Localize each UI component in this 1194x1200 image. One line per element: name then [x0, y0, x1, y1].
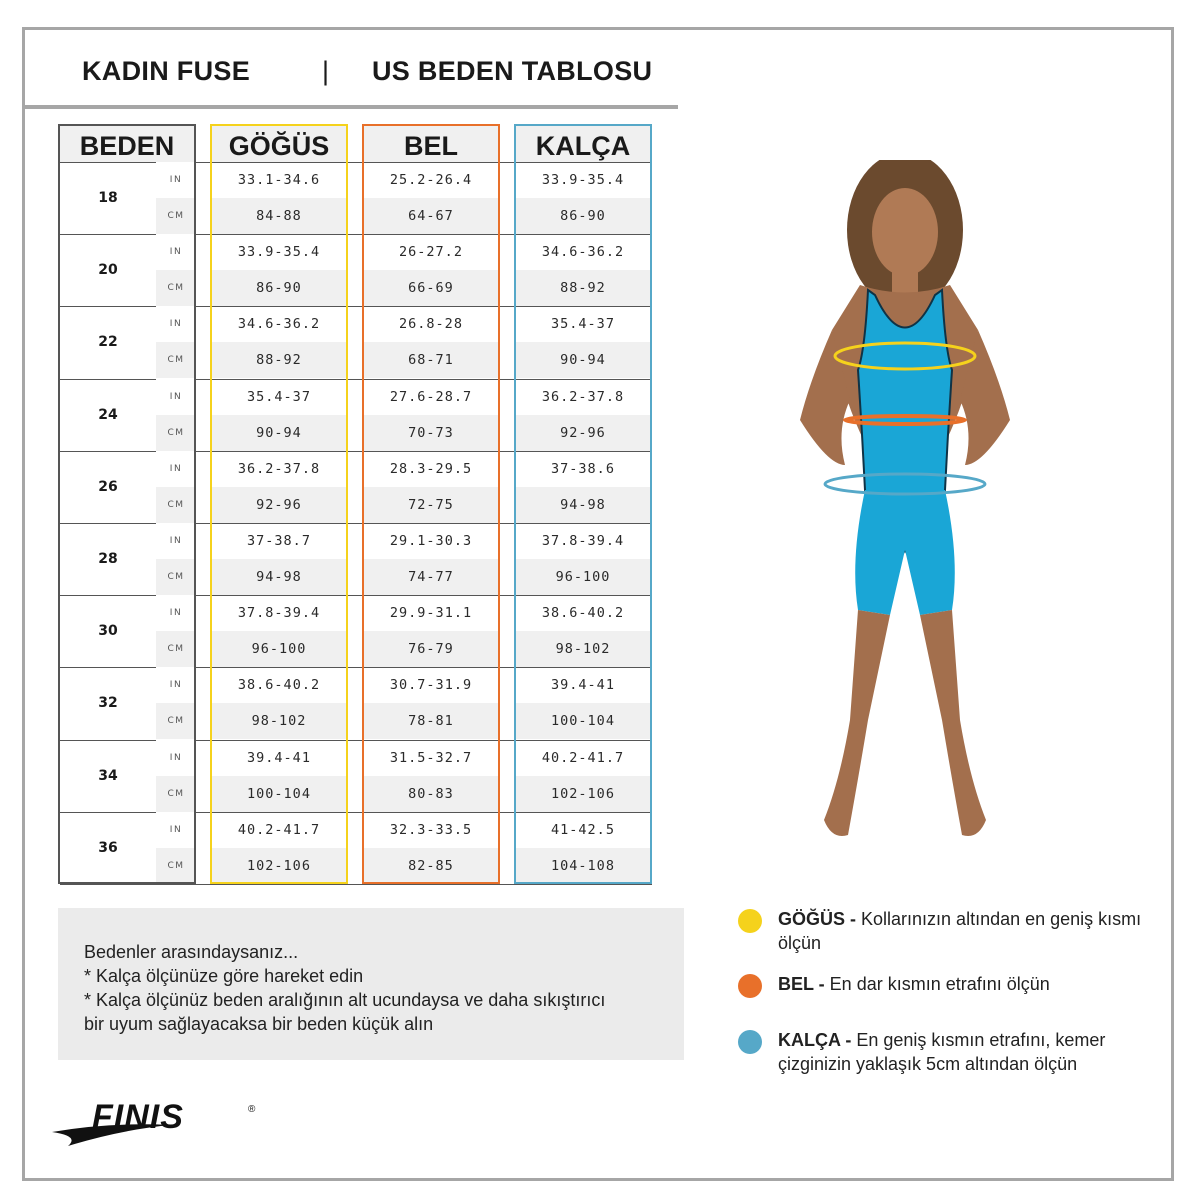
header-product: KADIN FUSE [82, 56, 251, 86]
sizing-note [58, 908, 684, 1060]
legend-term: GÖĞÜS - [778, 909, 857, 929]
size-value: 26 [98, 478, 118, 495]
measurement-cell: 33.9-35.4 [541, 172, 625, 188]
unit-label-cm: CM [156, 559, 196, 595]
model-illustration [740, 160, 1070, 870]
measurement-cell: 30.7-31.9 [389, 677, 473, 694]
column-border-bel [362, 124, 500, 884]
finis-logo [50, 1092, 270, 1152]
unit-label-cm: CM [156, 415, 196, 451]
logo-text: FINIS [92, 1098, 184, 1136]
measurement-cell: 86-90 [516, 198, 650, 234]
size-column-border [58, 124, 196, 884]
unit-label-in: IN [156, 740, 196, 776]
column-header-waist: BEL [364, 126, 498, 162]
measurement-cell: 96-100 [212, 631, 346, 667]
legend-dot-icon [738, 1030, 762, 1054]
legend-item [778, 972, 1158, 996]
measurement-cell: 70-73 [364, 415, 498, 451]
measurement-cell: 80-83 [364, 776, 498, 812]
measurement-cell: 36.2-37.8 [541, 388, 625, 405]
unit-label-in: IN [156, 306, 196, 342]
size-value: 36 [98, 839, 118, 856]
column-border-kalca [514, 124, 652, 884]
column-header-size: BEDEN [60, 126, 194, 162]
measurement-cell: 98-102 [212, 703, 346, 739]
measurement-cell: 98-102 [516, 631, 650, 667]
size-value: 32 [98, 695, 118, 712]
measurement-cell: 27.6-28.7 [389, 388, 473, 405]
unit-label-cm: CM [156, 848, 196, 884]
measurement-cell: 29.9-31.1 [389, 605, 473, 622]
measurement-cell: 94-98 [212, 559, 346, 595]
column-header-hip: KALÇA [516, 126, 650, 162]
measurement-cell: 40.2-41.7 [237, 821, 321, 838]
measurement-cell: 100-104 [212, 776, 346, 812]
measurement-cell: 28.3-29.5 [389, 460, 473, 477]
legend-dot-icon [738, 974, 762, 998]
measurement-cell: 86-90 [212, 270, 346, 306]
measurement-cell: 102-106 [516, 776, 650, 812]
measurement-cell: 26-27.2 [399, 244, 463, 261]
measurement-cell: 39.4-41 [551, 677, 615, 694]
table-bottom-rule [60, 884, 652, 885]
measurement-cell: 37.8-39.4 [541, 533, 625, 549]
unit-label-in: IN [156, 451, 196, 487]
note-line: * Kalça ölçünüze göre hareket edin [84, 966, 364, 986]
measurement-cell: 90-94 [516, 342, 650, 378]
measurement-cell: 31.5-32.7 [389, 749, 473, 766]
measurement-cell: 94-98 [516, 487, 650, 523]
unit-label-in: IN [156, 595, 196, 631]
unit-label-in: IN [156, 523, 196, 559]
unit-label-cm: CM [156, 487, 196, 523]
unit-label-cm: CM [156, 198, 196, 234]
unit-label-cm: CM [156, 776, 196, 812]
measurement-cell: 68-71 [364, 342, 498, 378]
measurement-cell: 84-88 [212, 198, 346, 234]
note-line: * Kalça ölçünüz beden aralığının alt ucundaysa ve daha sıkıştırıcı [84, 990, 606, 1010]
header-separator: | [322, 56, 330, 86]
size-value: 22 [98, 334, 118, 351]
measurement-cell: 37.8-39.4 [237, 605, 321, 622]
measurement-cell: 88-92 [212, 342, 346, 378]
measurement-cell: 32.3-33.5 [389, 821, 473, 838]
measurement-cell: 38.6-40.2 [237, 677, 321, 694]
unit-label-in: IN [156, 162, 196, 198]
header-title: US BEDEN TABLOSU [372, 56, 653, 86]
measurement-cell: 76-79 [364, 631, 498, 667]
legend-term: KALÇA - [778, 1030, 852, 1050]
measurement-cell: 78-81 [364, 703, 498, 739]
size-value: 30 [98, 623, 118, 640]
unit-label-in: IN [156, 379, 196, 415]
legend-term: BEL - [778, 974, 825, 994]
unit-label-in: IN [156, 234, 196, 270]
note-line: Bedenler arasındaysanız... [84, 942, 299, 962]
measurement-cell: 36.2-37.8 [237, 460, 321, 477]
measurement-cell: 35.4-37 [551, 316, 615, 333]
note-line: bir uyum sağlayacaksa bir beden küçük alın [84, 1014, 434, 1034]
measurement-cell: 34.6-36.2 [541, 244, 625, 261]
measurement-cell: 100-104 [516, 703, 650, 739]
size-value: 24 [98, 406, 118, 423]
measurement-cell: 74-77 [364, 559, 498, 595]
column-header-chest: GÖĞÜS [212, 126, 346, 162]
measurement-cell: 92-96 [516, 415, 650, 451]
measurement-cell: 104-108 [516, 848, 650, 884]
measurement-cell: 26.8-28 [399, 316, 463, 333]
unit-label-in: IN [156, 667, 196, 703]
logo-mark: ® [248, 1104, 256, 1115]
measurement-cell: 29.1-30.3 [389, 533, 473, 549]
measurement-cell: 96-100 [516, 559, 650, 595]
measurement-cell: 72-75 [364, 487, 498, 523]
unit-label-cm: CM [156, 342, 196, 378]
measurement-cell: 34.6-36.2 [237, 316, 321, 333]
unit-label-cm: CM [156, 631, 196, 667]
column-border-gogus [210, 124, 348, 884]
size-value: 28 [98, 551, 118, 567]
measurement-cell: 37-38.7 [247, 533, 311, 549]
measurement-cell: 88-92 [516, 270, 650, 306]
header-divider [22, 105, 678, 109]
measurement-cell: 40.2-41.7 [541, 749, 625, 766]
legend-description: En geniş kısmın etrafını, kemer çizginizin yaklaşık 5cm altından ölçün [778, 1030, 1106, 1074]
measurement-cell: 82-85 [364, 848, 498, 884]
unit-label-cm: CM [156, 270, 196, 306]
measurement-cell: 35.4-37 [247, 388, 311, 405]
unit-label-cm: CM [156, 703, 196, 739]
size-value: 18 [98, 190, 118, 206]
legend-description: Kollarınızın altından en geniş kısmı ölçün [778, 909, 1142, 953]
measurement-cell: 37-38.6 [551, 460, 615, 477]
measurement-cell: 41-42.5 [551, 821, 615, 838]
unit-label-in: IN [156, 812, 196, 848]
legend-item [778, 907, 1158, 955]
legend-dot-icon [738, 909, 762, 933]
measurement-cell: 90-94 [212, 415, 346, 451]
measurement-cell: 33.9-35.4 [237, 244, 321, 261]
measurement-cell: 39.4-41 [247, 749, 311, 766]
measurement-cell: 102-106 [212, 848, 346, 884]
size-value: 20 [98, 262, 118, 279]
measurement-cell: 25.2-26.4 [389, 172, 473, 188]
measurement-cell: 92-96 [212, 487, 346, 523]
legend-item [778, 1028, 1158, 1076]
measurement-cell: 64-67 [364, 198, 498, 234]
measurement-cell: 38.6-40.2 [541, 605, 625, 622]
measurement-cell: 33.1-34.6 [237, 172, 321, 188]
size-value: 34 [98, 767, 118, 784]
legend-description: En dar kısmın etrafını ölçün [824, 974, 1050, 994]
measurement-cell: 66-69 [364, 270, 498, 306]
